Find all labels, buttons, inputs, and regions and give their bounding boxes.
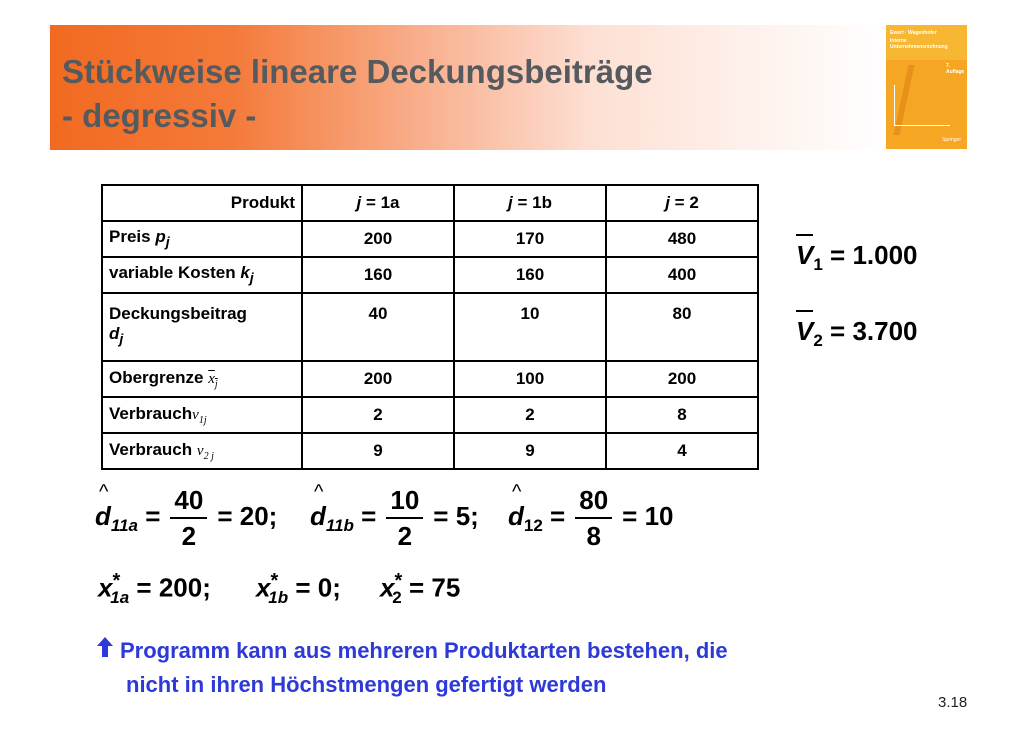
table-cell: 170	[454, 221, 606, 257]
row-label-obergrenze: Obergrenze $x_j$	[102, 361, 302, 397]
solution-x1b: $x^*_{1b} = 0$;	[256, 570, 341, 607]
table-cell: 200	[302, 361, 454, 397]
table-cell: 160	[302, 257, 454, 293]
table-cell: 10	[454, 293, 606, 361]
dhat-formula-11a: ^ $d_{11a}$ = $\frac{40}{2}$ = 20;	[95, 483, 277, 553]
table-row	[102, 433, 758, 469]
table-cell: 100	[454, 361, 606, 397]
table-cell: 2	[302, 397, 454, 433]
table-cell: 2	[454, 397, 606, 433]
table-cell: 80	[606, 293, 758, 361]
table-row	[102, 221, 758, 257]
header-col-1a: j = 1a	[302, 185, 454, 221]
header-produkt: Produkt	[102, 185, 302, 221]
table-row	[102, 397, 758, 433]
bullet-note	[96, 634, 926, 702]
row-label-verbrauch-1: Verbrauchv$_{1j}$	[102, 397, 302, 433]
table-row	[102, 361, 758, 397]
table-cell: 8	[606, 397, 758, 433]
table-row	[102, 257, 758, 293]
table-cell: 9	[302, 433, 454, 469]
table-cell: 200	[606, 361, 758, 397]
book-title-1: Interne	[890, 38, 907, 44]
book-author: Ewert · Wagenhofer	[890, 30, 937, 36]
table-cell: 4	[606, 433, 758, 469]
table-cell: 200	[302, 221, 454, 257]
table-cell: 480	[606, 221, 758, 257]
constraint-v1: $V_1 = 1.000$	[796, 240, 918, 275]
bullet-text-line-2: nicht in ihren Höchstmengen gefertigt werden	[126, 672, 607, 697]
row-label-deckungsbeitrag: Deckungsbeitrag $d_j$	[102, 293, 302, 361]
solution-x2: $x^*_2 = 75$	[380, 570, 461, 607]
bullet-text-line-1: Programm kann aus mehreren Produktarten bestehen, die	[120, 638, 728, 663]
constraint-v2: $V_2 = 3.700$	[796, 316, 918, 351]
header-col-2: j = 2	[606, 185, 758, 221]
book-chart-decoration	[894, 85, 950, 126]
book-edition: 7. Auflage	[946, 63, 965, 75]
arrow-up-bullet-icon	[96, 634, 120, 668]
table-row	[102, 293, 758, 361]
table-header-row	[102, 185, 758, 221]
book-publisher: Springer	[942, 137, 961, 143]
dhat-formula-12: ^ $d_{12}$ = $\frac{80}{8}$ = 10	[508, 483, 674, 553]
table-cell: 400	[606, 257, 758, 293]
row-label-verbrauch-2: Verbrauch $v_{2 j}$	[102, 433, 302, 469]
book-cover-image	[886, 25, 967, 149]
table-cell: 40	[302, 293, 454, 361]
title-line-2: - degressiv -	[62, 97, 257, 134]
header-col-1b: j = 1b	[454, 185, 606, 221]
row-label-variable-kosten: variable Kosten $k_j$	[102, 257, 302, 293]
table-cell: 9	[454, 433, 606, 469]
title-line-1: Stückweise lineare Deckungsbeiträge	[62, 53, 653, 90]
solution-x1a: $x^*_{1a} = 200$;	[98, 570, 211, 607]
contribution-margin-table	[101, 184, 759, 470]
book-title-2: Unternehmensrechnung	[890, 44, 948, 50]
slide-title	[62, 50, 653, 138]
page-number: 3.18	[938, 694, 968, 711]
dhat-formula-11b: ^ $d_{11b}$ = $\frac{10}{2}$ = 5;	[310, 483, 479, 553]
row-label-preis: Preis $p_j$	[102, 221, 302, 257]
table-cell: 160	[454, 257, 606, 293]
